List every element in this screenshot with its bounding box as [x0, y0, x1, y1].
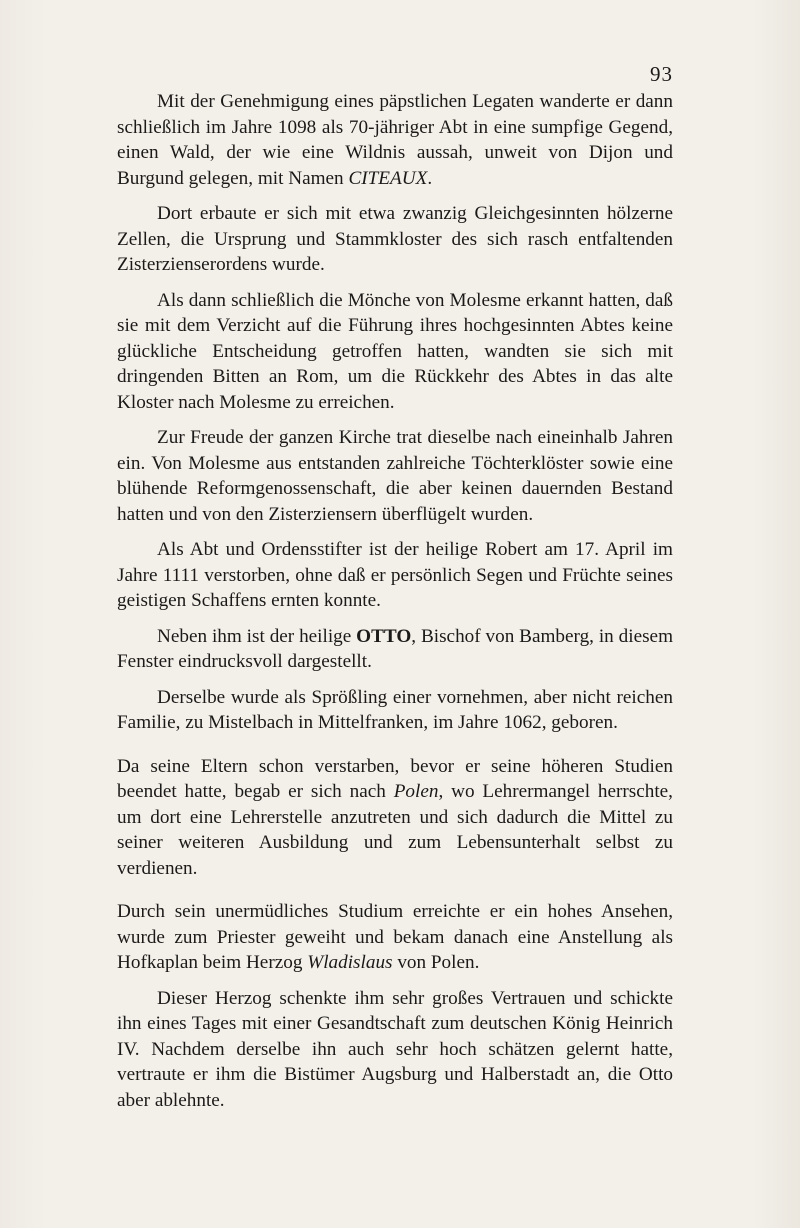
paragraph-herzog: Dieser Herzog schenkte ihm sehr großes Vertrauen und schickte ihn eines Tages mit einer Gesandtschaft zum deutschen König Heinrich IV. Nachdem derselbe ihn auch sehr hoch schätzen gelernt hatte, vertraute er ihm die Bistümer Augsburg und Halberstadt an, die Otto aber ablehnte. [117, 987, 673, 1111]
paragraph-polen [117, 754, 673, 882]
paragraph-priester [117, 899, 673, 976]
saint-name-otto: OTTO [356, 625, 412, 647]
paragraph-geboren: Derselbe wurde als Sprößling einer vornehmen, aber nicht reichen Familie, zu Mistelbach in Mittelfranken, im Jahre 1062, geboren. [117, 686, 673, 733]
paragraph-text: Neben ihm ist der heilige [157, 625, 357, 647]
paragraph-freude: Zur Freude der ganzen Kirche trat dieselbe nach eineinhalb Jahren ein. Von Molesme aus entstanden zahlreiche Töchterklöster sowie eine blühende Reformgenossenschaft, die aber keinen dauernden Bestand hatten und von den Zisterziensern überflügelt wurden. [117, 427, 673, 525]
paragraph-zellen: Dort erbaute er sich mit etwa zwanzig Gleichgesinnten hölzerne Zellen, die Ursprung und Stammkloster des sich rasch entfaltenden Zisterzienserordens wurde. [117, 203, 673, 275]
paragraph-text-end: . [427, 167, 433, 189]
paragraph-text-end: , Bischof von Bamberg, in diesem Fenster eindrucksvoll dargestellt. [117, 625, 673, 672]
page-number: 93 [650, 62, 673, 86]
paragraph-text-end: von Polen. [392, 952, 480, 973]
place-name-citeaux: CITEAUX [348, 167, 428, 189]
paragraph-citeaux [117, 89, 673, 191]
paragraph-text: Mit der Genehmigung eines päpstlichen Legaten wanderte er dann schließlich im Jahre 1098 als 70-jähriger Abt in eine sumpfige Gegend, einen Wald, der wie eine Wildnis aussah, unweit von Dijon und Burgund gelegen, mit Namen [117, 91, 673, 189]
paragraph-text: Durch sein unermüdliches Studium erreichte er ein hohes Ansehen, wurde zum Priester geweiht und bekam danach eine Anstellung als Hofkaplan beim Herzog [117, 901, 673, 973]
paragraph-robert: Als Abt und Ordensstifter ist der heilige Robert am 17. April im Jahre 1111 verstorben, ohne daß er persönlich Segen und Früchte seines geistigen Schaffens ernten konnte. [117, 539, 673, 611]
paragraph-otto [117, 624, 673, 675]
person-name-wladislaus: Wladislaus [307, 952, 393, 973]
paragraph-text: Da seine Eltern schon verstarben, bevor er seine höheren Studien beendet hatte, begab er sich nach [117, 755, 673, 802]
paragraph-molesme: Als dann schließlich die Mönche von Molesme erkannt hatten, daß sie mit dem Verzicht auf die Führung ihres hochgesinnten Abtes keine glückliche Entscheidung getroffen hatten, wandten sie sich mit dringenden Bitten an Rom, um die Rückkehr des Abtes in das alte Kloster nach Molesme zu erreichen. [117, 289, 673, 413]
place-name-polen: Polen [393, 781, 439, 802]
body-text [117, 89, 673, 1123]
paragraph-text-end: , wo Lehrermangel herrschte, um dort eine Lehrerstelle anzutreten und sich dadurch die Mittel zu seiner weiteren Ausbildung und zum Lebensunterhalt selbst zu verdienen. [117, 781, 673, 879]
